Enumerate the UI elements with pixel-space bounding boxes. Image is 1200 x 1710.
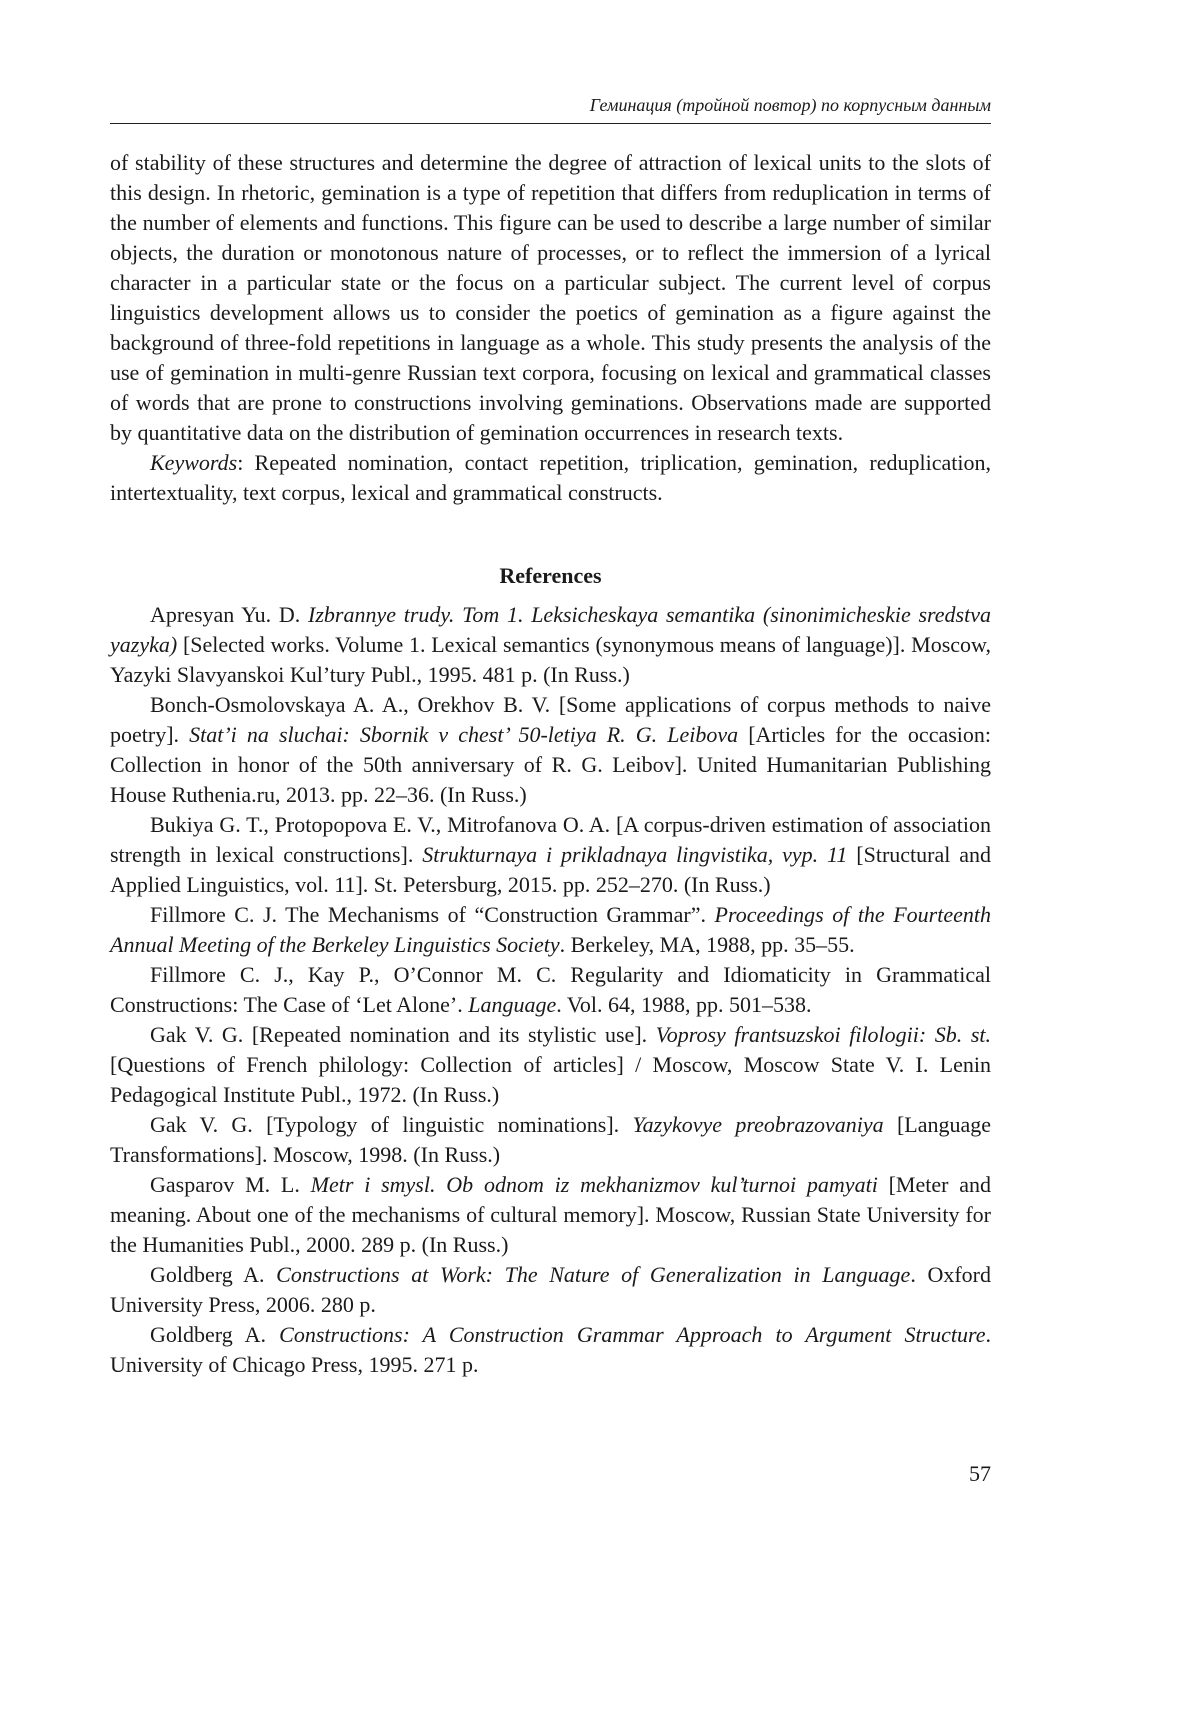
keywords-line — [110, 448, 991, 508]
reference-item — [110, 1110, 991, 1170]
reference-title: Izbrannye trudy. Tom 1. Leksicheskaya semantika (sinonimicheskie sredstva yazyka) — [110, 602, 991, 657]
reference-text: . Berkeley, MA, 1988, pp. 35–55. — [559, 932, 855, 957]
header-rule — [110, 123, 991, 124]
keywords-text: : Repeated nomination, contact repetition, triplication, gemination, reduplication, intertextuality, text corpus, lexical and grammatical constructs. — [110, 450, 991, 505]
reference-text: [Questions of French philology: Collection of articles] / Moscow, Moscow State V. I. Lenin Pedagogical Institute Publ., 1972. (In Russ.) — [110, 1052, 991, 1107]
reference-title: Language — [468, 992, 557, 1017]
reference-title: Voprosy frantsuzskoi filologii: Sb. st. — [655, 1022, 992, 1047]
reference-text: [Structural and Applied Linguistics, vol. 11]. St. Petersburg, 2015. pp. 252–270. (In Russ.) — [110, 842, 991, 897]
reference-title: Yazykovye preobrazovaniya — [632, 1112, 884, 1137]
reference-item — [110, 1020, 991, 1110]
reference-text: Bonch-Osmolovskaya A. A., Orekhov B. V. [Some applications of corpus methods to naive poetry]. — [110, 692, 991, 747]
reference-title: Strukturnaya i prikladnaya lingvistika, vyp. 11 — [422, 842, 848, 867]
reference-item — [110, 810, 991, 900]
reference-title: Stat’i na sluchai: Sbornik v chest’ 50-letiya R. G. Leibova — [189, 722, 739, 747]
reference-item — [110, 1170, 991, 1260]
reference-title: Metr i smysl. Ob odnom iz mekhanizmov kul’turnoi pamyati — [310, 1172, 878, 1197]
reference-text: Goldberg A. — [150, 1322, 280, 1347]
reference-text: Goldberg A. — [150, 1262, 277, 1287]
reference-item — [110, 960, 991, 1020]
reference-item — [110, 900, 991, 960]
page-number: 57 — [969, 1461, 991, 1486]
reference-text: Fillmore C. J., Kay P., O’Connor M. C. Regularity and Idiomaticity in Grammatical Constructions: The Case of ‘Let Alone’. — [110, 962, 991, 1017]
reference-title: Proceedings of the Fourteenth Annual Meeting of the Berkeley Linguistics Society — [110, 902, 991, 957]
running-header: Геминация (тройной повтор) по корпусным данным — [589, 95, 991, 115]
reference-title: Constructions: A Construction Grammar Approach to Argument Structure — [279, 1322, 986, 1347]
reference-item — [110, 690, 991, 810]
reference-text: Gak V. G. [Repeated nomination and its stylistic use]. — [150, 1022, 656, 1047]
reference-title: Constructions at Work: The Nature of Generalization in Language — [276, 1262, 911, 1287]
reference-text: Bukiya G. T., Protopopova E. V., Mitrofanova O. A. [A corpus-driven estimation of association strength in lexical constructions]. — [110, 812, 991, 867]
reference-text: Gasparov M. L. — [150, 1172, 311, 1197]
reference-item — [110, 1260, 991, 1320]
reference-text: Apresyan Yu. D. — [150, 602, 308, 627]
reference-text: Gak V. G. [Typology of linguistic nominations]. — [150, 1112, 633, 1137]
reference-item — [110, 600, 991, 690]
abstract-paragraph: of stability of these structures and determine the degree of attraction of lexical units to the slots of this design. In rhetoric, gemination is a type of repetition that differs from reduplication in terms of the number of elements and functions. This figure can be used to describe a large number of similar objects, the duration or monotonous nature of processes, or to reflect the immersion of a lyrical character in a particular state or the focus on a particular subject. The current level of corpus linguistics development allows us to consider the poetics of gemination as a figure against the background of three-fold repetitions in language as a whole. This study presents the analysis of the use of gemination in multi-genre Russian text corpora, focusing on lexical and grammatical classes of words that are prone to constructions involving geminations. Observations made are supported by quantitative data on the distribution of gemination occurrences in research texts. — [110, 150, 991, 445]
reference-text: [Articles for the occasion: Collection in honor of the 50th anniversary of R. G. Leibov]. United Humanitarian Publishing House Ruthenia.ru, 2013. pp. 22–36. (In Russ.) — [110, 722, 992, 807]
reference-text: [Meter and meaning. About one of the mechanisms of cultural memory]. Moscow, Russian State University for the Humanities Publ., 2000. 289 p. (In Russ.) — [110, 1172, 991, 1257]
reference-text: . University of Chicago Press, 1995. 271 p. — [110, 1322, 992, 1377]
reference-text: [Language Transformations]. Moscow, 1998. (In Russ.) — [110, 1112, 991, 1167]
references-list — [110, 600, 991, 1380]
reference-text: . Vol. 64, 1988, pp. 501–538. — [556, 992, 812, 1017]
references-heading: References — [499, 563, 602, 588]
abstract-body — [110, 148, 991, 508]
reference-text: [Selected works. Volume 1. Lexical semantics (synonymous means of language)]. Moscow, Yazyki Slavyanskoi Kul’tury Publ., 1995. 481 p. (In Russ.) — [110, 632, 991, 687]
reference-item — [110, 1320, 991, 1380]
reference-text: . Oxford University Press, 2006. 280 p. — [110, 1262, 991, 1317]
reference-text: Fillmore C. J. The Mechanisms of “Construction Grammar”. — [150, 902, 715, 927]
keywords-label: Keywords — [150, 450, 238, 475]
